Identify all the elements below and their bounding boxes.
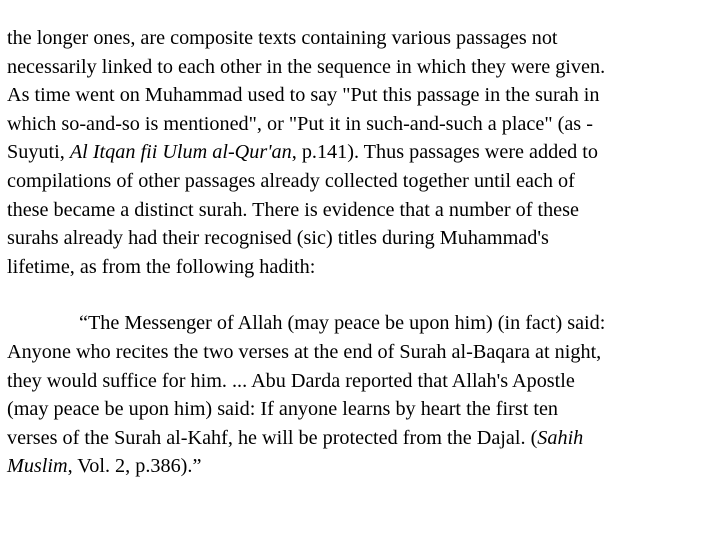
text-segment: Suyuti, — [7, 141, 70, 164]
text-line: lifetime, as from the following hadith: — [7, 255, 316, 278]
body-paragraph — [7, 24, 715, 281]
text-line: necessarily linked to each other in the sequence in which they were given. — [7, 55, 606, 78]
text-line — [7, 138, 715, 167]
text-line: these became a distinct surah. There is evidence that a number of these — [7, 198, 579, 221]
source-title: Al Itqan fii Ulum al-Qur'an — [69, 141, 292, 164]
text-line: As time went on Muhammad used to say "Put this passage in the surah in — [7, 84, 600, 107]
source-title: Muslim — [7, 455, 68, 478]
text-line: the longer ones, are composite texts containing various passages not — [7, 27, 558, 49]
text-segment: verses of the Surah al-Kahf, he will be protected from the Dajal. ( — [7, 426, 538, 449]
text-line: they would suffice for him. ... Abu Darda reported that Allah's Apostle — [7, 369, 575, 392]
text-line: which so-and-so is mentioned", or "Put it in such-and-such a place" (as - — [7, 112, 593, 135]
text-line: compilations of other passages already collected together until each of — [7, 169, 575, 192]
text-line: Anyone who recites the two verses at the end of Surah al-Baqara at night, — [7, 340, 602, 363]
text-line — [7, 452, 715, 481]
text-line: (may peace be upon him) said: If anyone learns by heart the first ten — [7, 398, 559, 421]
text-segment: , Vol. 2, p.386).” — [67, 455, 202, 478]
text-line: surahs already had their recognised (sic) titles during Muhammad's — [7, 227, 549, 250]
text-line: “The Messenger of Allah (may peace be upon him) (in fact) said: — [79, 312, 606, 335]
text-line — [7, 424, 715, 453]
source-title: Sahih — [537, 426, 584, 449]
block-quote — [7, 309, 715, 481]
text-segment: , p.141). Thus passages were added to — [291, 141, 599, 164]
document-page — [7, 24, 715, 481]
paragraph-spacer — [7, 281, 715, 309]
